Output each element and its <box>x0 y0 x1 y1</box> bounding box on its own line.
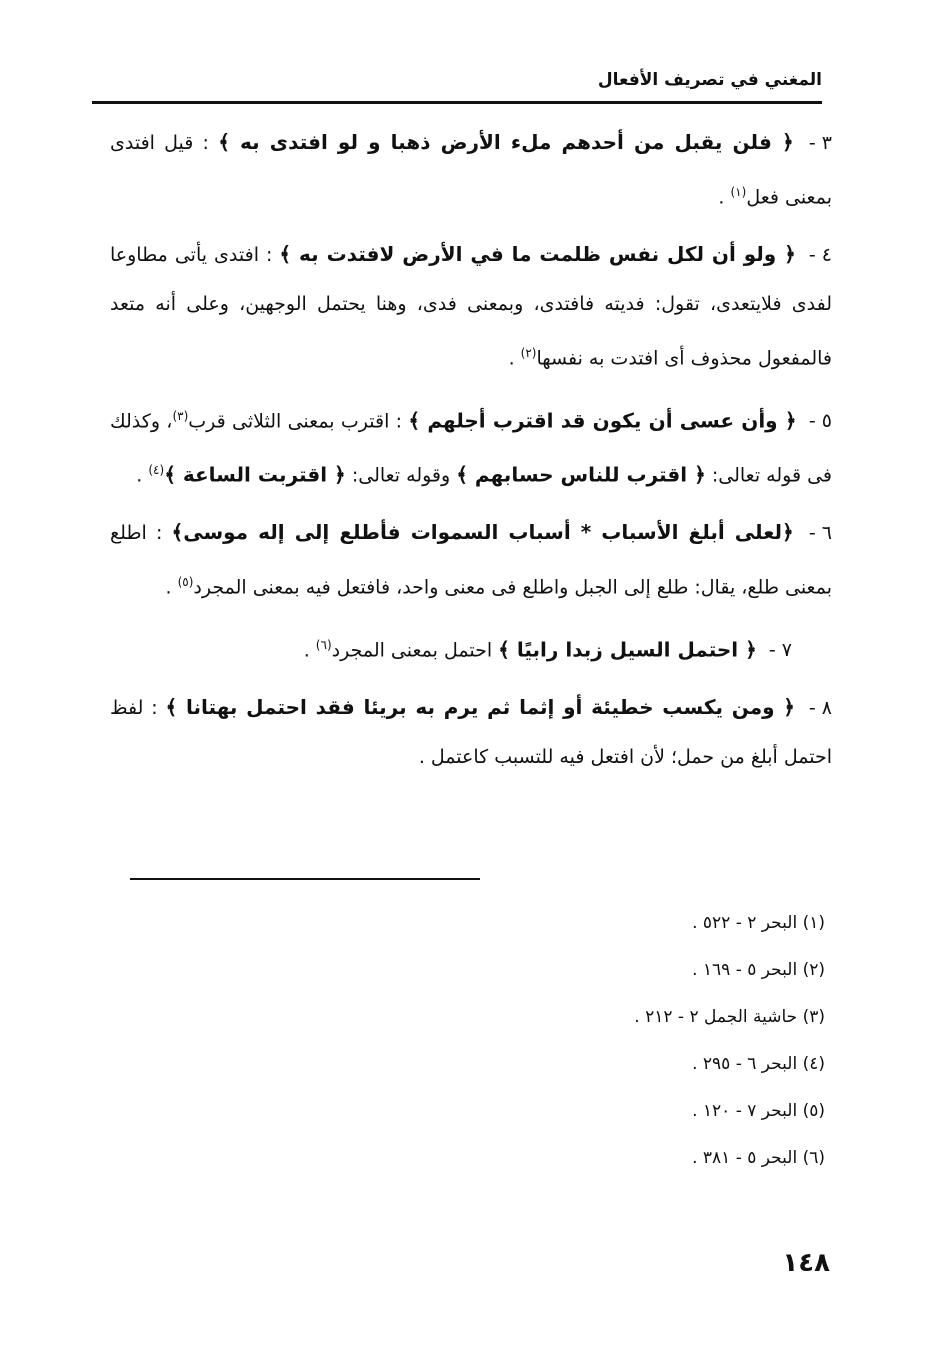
footnote-4: (٤) البحر ٦ - ٢٩٥ . <box>692 1054 825 1074</box>
quran-quote: ﴿ ومن يكسب خطيئة أو إثما ثم يرم به بريئا فقد احتمل بهتانا ﴾ <box>165 694 796 719</box>
entry-number: ٣ - <box>808 132 833 154</box>
quran-quote: ﴿ وأن عسى أن يكون قد اقترب أجلهم ﴾ <box>408 407 797 432</box>
entry-number: ٦ - <box>808 522 832 545</box>
main-text <box>110 118 832 790</box>
quran-quote: ﴿ اقترب للناس حسابهم ﴾ <box>456 462 706 487</box>
footnotes <box>425 900 825 1182</box>
quran-quote: ﴿ ولو أن لكل نفس ظلمت ما في الأرض لافتدت به ﴾ <box>279 242 796 267</box>
entry-text: : اطلع بمعنى طلع، يقال: طلع إلى الجبل واطلع فى معنى واحد، فافتعل فيه بمعنى المجرد <box>110 522 832 599</box>
entry-end: . <box>303 638 310 661</box>
entry-end: . <box>418 745 425 768</box>
entry-number: ٥ - <box>808 409 832 432</box>
quran-quote: ﴿ فلن يقبل من أحدهم ملء الأرض ذهبا و لو افتدى به ﴾ <box>218 130 794 154</box>
running-header-title: المغني في تصريف الأفعال <box>597 70 822 90</box>
entry-8 <box>110 683 832 782</box>
entry-number: ٨ - <box>808 696 832 719</box>
footnote-separator <box>130 878 480 880</box>
entry-end: . <box>165 576 172 599</box>
entry-text: ، وكذلك فى قوله تعالى: <box>110 409 832 487</box>
quran-quote: ﴿لعلى أبلغ الأسباب * أسباب السموات فأطلع إلى إله موسى﴾ <box>171 520 794 545</box>
footnote-5: (٥) البحر ٧ - ١٢٠ . <box>692 1101 825 1121</box>
quran-quote: ﴿ اقتربت الساعة ﴾ <box>164 462 346 487</box>
entry-text: : افتدى يأتى مطاوعا لفدى فلايتعدى، تقول: فديته فافتدى، وبمعنى فدى، وهنا يحتمل الوجهين، وعلى أنه متعد فالمفعول محذوف أى افتدت به نفسها <box>110 244 832 370</box>
header-rule <box>92 101 822 104</box>
footnote-ref: (٦) <box>315 637 332 652</box>
entry-number: ٤ - <box>808 244 832 267</box>
entry-text: : اقترب بمعنى الثلاثى قرب <box>188 409 403 432</box>
entry-end: . <box>136 464 143 487</box>
entry-text: : قيل افتدى بمعنى فعل <box>110 132 832 209</box>
footnote-2: (٢) البحر ٥ - ١٦٩ . <box>692 960 825 980</box>
entry-text: : لفظ احتمل أبلغ من حمل؛ لأن افتعل فيه للتسبب كاعتمل <box>110 696 832 768</box>
page-number: ١٤٨ <box>782 1248 830 1278</box>
entry-end: . <box>718 186 725 209</box>
footnote-1: (١) البحر ٢ - ٥٢٢ . <box>692 913 825 933</box>
entry-5 <box>110 392 832 501</box>
entry-6 <box>110 508 832 612</box>
quran-quote: ﴿ احتمل السيل زبدا رابيًا ﴾ <box>498 636 757 661</box>
footnote-ref: (٥) <box>177 575 194 590</box>
entry-number: ٧ - <box>768 638 792 661</box>
footnote-ref: (٤) <box>148 462 165 477</box>
footnote-ref: (٢) <box>520 346 537 361</box>
entry-4 <box>110 230 832 383</box>
entry-text: احتمل بمعنى المجرد <box>331 638 493 661</box>
footnote-ref: (٣) <box>172 408 189 423</box>
entry-text: وقوله تعالى: <box>351 464 451 487</box>
footnote-3: (٣) حاشية الجمل ٢ - ٢١٢ . <box>634 1007 825 1027</box>
entry-7 <box>110 621 832 675</box>
footnote-ref: (١) <box>730 185 747 199</box>
footnote-6: (٦) البحر ٥ - ٣٨١ . <box>692 1148 825 1168</box>
entry-3 <box>110 118 832 222</box>
entry-end: . <box>508 347 515 370</box>
